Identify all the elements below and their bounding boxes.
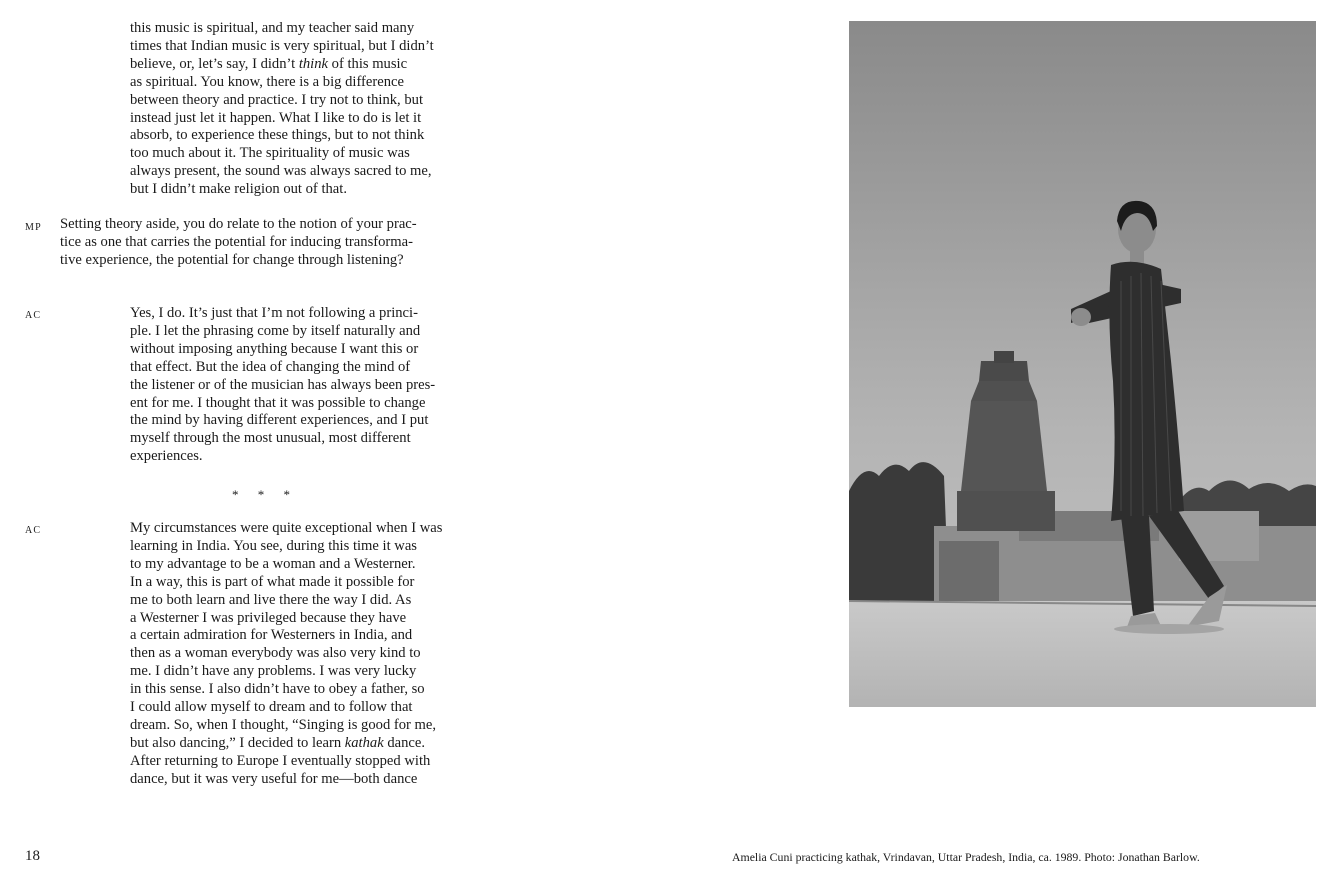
photo-caption: Amelia Cuni practicing kathak, Vrindavan, Uttar Pradesh, India, ca. 1989. Photo: Jonathan Barlow. — [732, 850, 1200, 864]
speaker-label-ac: AC — [25, 525, 42, 536]
body-paragraph-4: My circumstances were quite exceptional when I was learning in India. You see, during this time it was to my advantage to be a woman and a Westerner. In a way, this is part of what made it possible for me to both learn and live there the way I did. As a Westerner I was privileged because they have a certain admiration for Westerners in India, and then as a woman everybody was also very kind to me. I didn’t have any problems. I was very lucky in this sense. I also didn’t have to obey a father, so I could allow myself to dream and to follow that dream. So, when I thought, “Singing is good for me, but also dancing,” I decided to learn kathak dance. After returning to Europe I eventually stopped with dance, but it was very useful for me—both dance — [130, 520, 443, 787]
body-paragraph-2: Setting theory aside, you do relate to the notion of your prac- tice as one that carries the potential for inducing transforma- tive experience, the potential for change through listening? — [60, 216, 417, 268]
speaker-label-mp: MP — [25, 222, 42, 233]
photo-illustration — [849, 21, 1316, 707]
italic-emphasis: kathak — [344, 734, 384, 751]
body-paragraph-3: Yes, I do. It’s just that I’m not following a princi- ple. I let the phrasing come by itself naturally and without imposing anything because I want this or that effect. But the idea of changing the mind of the listener or of the musician has always been pres- ent for me. I thought that it was possible to change the mind by having different experiences, and I put myself through the most unusual, most different experiences. — [130, 305, 436, 465]
section-divider: * * * — [232, 487, 298, 502]
page-number: 18 — [25, 848, 40, 864]
italic-emphasis: think — [298, 55, 329, 72]
speaker-label-ac: AC — [25, 310, 42, 321]
body-paragraph-1: this music is spiritual, and my teacher said many times that Indian music is very spiritual, but I didn’t believe, or, let’s say, I didn’t think of this music as spiritual. You know, there is a big difference between theory and practice. I try not to think, but instead just let it happen. What I like to do is let it absorb, to experience these things, but to not think too much about it. The spirituality of music was always present, the sound was always sacred to me, but I didn’t make religion out of that. — [130, 20, 434, 198]
dancer-photograph — [849, 21, 1316, 707]
